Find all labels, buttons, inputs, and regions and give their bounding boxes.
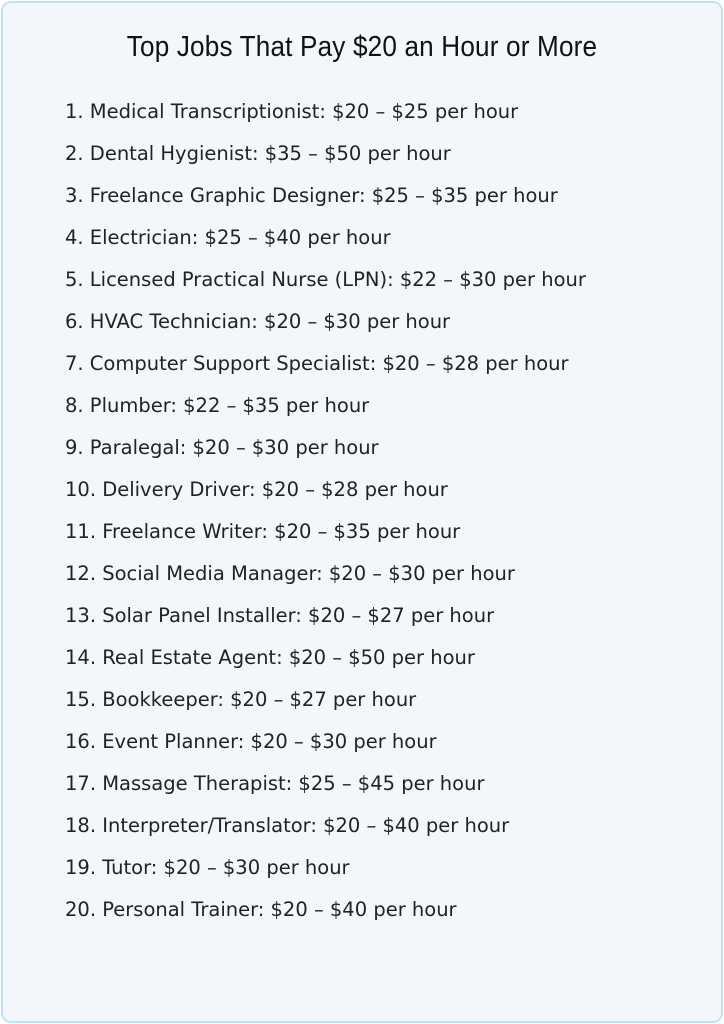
list-item: 8. Plumber: $22 – $35 per hour [65, 394, 370, 417]
list-item: 13. Solar Panel Installer: $20 – $27 per hour [65, 604, 495, 627]
list-item: 6. HVAC Technician: $20 – $30 per hour [65, 310, 451, 333]
list-item: 3. Freelance Graphic Designer: $25 – $35 per hour [65, 184, 558, 207]
list-item: 15. Bookkeeper: $20 – $27 per hour [65, 688, 417, 711]
list-item: 18. Interpreter/Translator: $20 – $40 per hour [65, 814, 510, 837]
list-item: 10. Delivery Driver: $20 – $28 per hour [65, 478, 448, 501]
list-item: 17. Massage Therapist: $25 – $45 per hour [65, 772, 485, 795]
list-item: 4. Electrician: $25 – $40 per hour [65, 226, 391, 249]
list-item: 9. Paralegal: $20 – $30 per hour [65, 436, 379, 459]
list-item: 2. Dental Hygienist: $35 – $50 per hour [65, 142, 451, 165]
list-item: 16. Event Planner: $20 – $30 per hour [65, 730, 437, 753]
page-title: Top Jobs That Pay $20 an Hour or More [126, 31, 598, 63]
list-item: 7. Computer Support Specialist: $20 – $28 per hour [65, 352, 569, 375]
list-item: 14. Real Estate Agent: $20 – $50 per hour [65, 646, 475, 669]
jobs-list [65, 97, 586, 937]
list-item: 1. Medical Transcriptionist: $20 – $25 per hour [65, 100, 519, 123]
list-item: 20. Personal Trainer: $20 – $40 per hour [65, 898, 457, 921]
list-item: 11. Freelance Writer: $20 – $35 per hour [65, 520, 461, 543]
list-item: 12. Social Media Manager: $20 – $30 per hour [65, 562, 515, 585]
list-item: 19. Tutor: $20 – $30 per hour [65, 856, 350, 879]
list-item: 5. Licensed Practical Nurse (LPN): $22 – $30 per hour [65, 268, 586, 291]
document-card [1, 1, 723, 1023]
